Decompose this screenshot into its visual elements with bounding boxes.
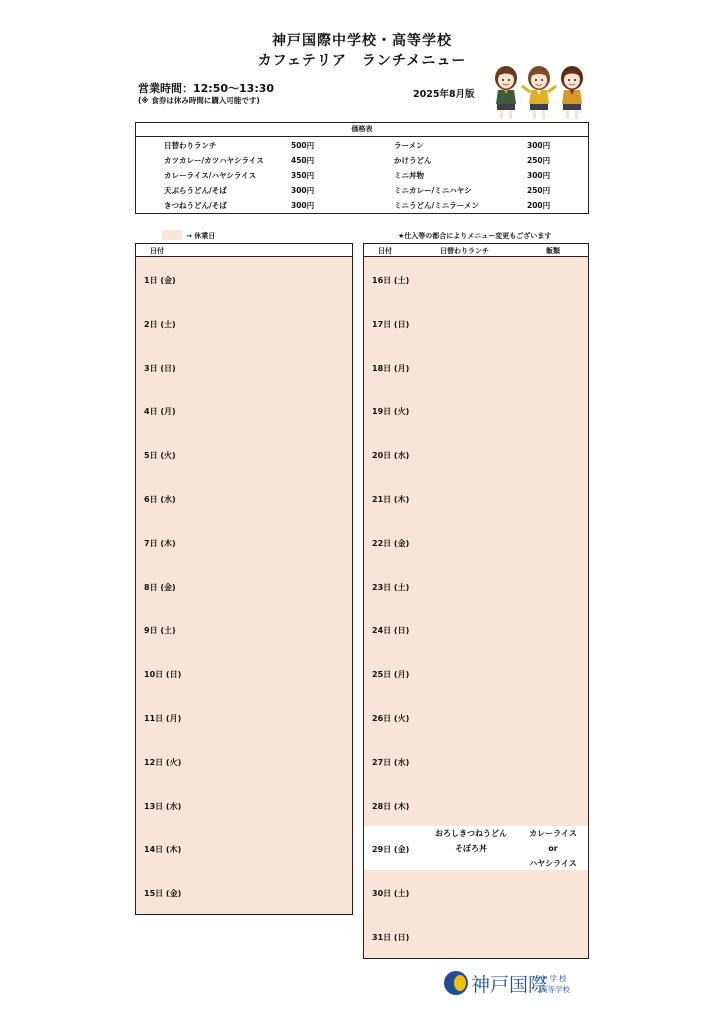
calendar-day-row bbox=[364, 520, 588, 564]
day-label: 23日 (土) bbox=[372, 582, 410, 592]
day-label: 7日 (木) bbox=[144, 538, 176, 548]
day-label: 4日 (月) bbox=[144, 407, 176, 417]
day-label: 9日 (土) bbox=[144, 626, 176, 636]
price-item-name: きつねうどん/そば bbox=[164, 201, 227, 210]
day-label: 10日 (日) bbox=[144, 670, 182, 680]
closed-day-legend: → 休業日 bbox=[186, 232, 216, 240]
price-row bbox=[164, 199, 344, 213]
logo-high-school: 高等学校 bbox=[540, 985, 570, 994]
business-hours: 営業時間：12:50～13:30 bbox=[138, 82, 275, 95]
price-item-price: 250円 bbox=[527, 156, 551, 165]
day-label: 31日 (日) bbox=[372, 933, 410, 942]
header-date: 日付 bbox=[150, 247, 164, 255]
school-emblem-icon bbox=[444, 971, 468, 995]
day-label: 11日 (月) bbox=[144, 714, 182, 723]
calendar-day-row bbox=[364, 739, 588, 783]
calendar-day-row bbox=[136, 826, 352, 870]
price-item-price: 300円 bbox=[527, 171, 551, 180]
price-item-name: ミニ丼物 bbox=[394, 171, 424, 180]
lunch-item: そぼろ丼 bbox=[455, 844, 487, 854]
header-rice: 飯類 bbox=[546, 247, 560, 255]
price-item-price: 300円 bbox=[527, 141, 551, 150]
day-label: 22日 (金) bbox=[372, 538, 410, 548]
rice-item: カレーライス bbox=[529, 829, 577, 839]
header-daily-lunch: 日替わりランチ bbox=[440, 247, 489, 255]
page-title: 神戸国際中学校・高等学校 bbox=[272, 33, 452, 49]
ticket-note: (※ 食券は休み時間に購入可能です) bbox=[138, 96, 260, 105]
price-row bbox=[394, 184, 574, 198]
calendar-day-row bbox=[364, 651, 588, 695]
price-item-price: 450円 bbox=[291, 156, 315, 165]
calendar-day-row bbox=[136, 345, 352, 389]
calendar-day-row bbox=[364, 870, 588, 914]
day-label: 30日 (土) bbox=[372, 889, 410, 899]
logo-junior-high: 中学校 bbox=[540, 974, 569, 983]
calendar-day-row bbox=[364, 783, 588, 827]
price-item-name: カツカレー/カツハヤシライス bbox=[164, 156, 264, 165]
day-label: 21日 (木) bbox=[372, 495, 410, 504]
calendar-day-row bbox=[136, 257, 352, 301]
calendar-day-row bbox=[136, 388, 352, 432]
day-label: 17日 (日) bbox=[372, 319, 410, 329]
calendar-day-row bbox=[136, 476, 352, 520]
calendar-day-row bbox=[136, 651, 352, 695]
calendar-day-row bbox=[136, 870, 352, 914]
menu-change-note: ★仕入等の都合によりメニュー変更もございます bbox=[398, 232, 552, 240]
day-label: 13日 (水) bbox=[144, 801, 182, 811]
day-label: 8日 (金) bbox=[144, 582, 176, 592]
price-item-name: ミニカレー/ミニハヤシ bbox=[394, 186, 472, 195]
price-item-name: 天ぷらうどん/そば bbox=[164, 186, 227, 195]
calendar-day-row bbox=[364, 345, 588, 389]
day-label: 27日 (水) bbox=[372, 757, 410, 767]
price-item-name: ミニうどん/ミニラーメン bbox=[394, 201, 479, 210]
calendar-day-row bbox=[136, 301, 352, 345]
calendar-day-row bbox=[364, 914, 588, 958]
price-table-heading: 価格表 bbox=[136, 123, 588, 137]
price-item-price: 300円 bbox=[291, 201, 315, 210]
day-label: 16日 (土) bbox=[372, 276, 410, 285]
day-label: 14日 (木) bbox=[144, 845, 182, 855]
price-row bbox=[164, 154, 344, 168]
calendar-day-row bbox=[364, 257, 588, 301]
calendar-day-row bbox=[364, 695, 588, 739]
price-item-price: 500円 bbox=[291, 141, 315, 150]
day-label: 28日 (木) bbox=[372, 801, 410, 811]
price-item-name: 日替わりランチ bbox=[164, 141, 217, 150]
calendar-day-row bbox=[136, 695, 352, 739]
price-row bbox=[394, 199, 574, 213]
price-row bbox=[164, 184, 344, 198]
student-mascots-illustration bbox=[492, 64, 588, 122]
calendar-day-row bbox=[364, 388, 588, 432]
price-row bbox=[164, 169, 344, 183]
calendar-right bbox=[363, 243, 589, 959]
price-item-price: 200円 bbox=[527, 201, 551, 210]
page-subtitle: カフェテリア ランチメニュー bbox=[257, 53, 467, 69]
daily-lunch-cell bbox=[426, 826, 516, 856]
calendar-day-row bbox=[364, 826, 588, 870]
calendar-day-row bbox=[136, 432, 352, 476]
rice-item: ハヤシライス bbox=[529, 859, 577, 869]
price-item-name: かけうどん bbox=[394, 156, 432, 165]
rice-cell bbox=[520, 826, 586, 871]
day-label: 6日 (水) bbox=[144, 495, 176, 504]
calendar-day-row bbox=[364, 564, 588, 608]
edition-label: 2025年8月版 bbox=[413, 89, 475, 100]
calendar-day-row bbox=[364, 301, 588, 345]
price-row bbox=[164, 139, 344, 153]
day-label: 12日 (火) bbox=[144, 757, 182, 767]
day-label: 3日 (日) bbox=[144, 363, 176, 373]
price-table bbox=[135, 122, 589, 214]
day-label: 19日 (火) bbox=[372, 407, 410, 417]
day-label: 24日 (日) bbox=[372, 626, 410, 636]
calendar-day-row bbox=[364, 432, 588, 476]
header-date: 日付 bbox=[378, 247, 392, 255]
day-label: 20日 (水) bbox=[372, 451, 410, 461]
price-row bbox=[394, 139, 574, 153]
calendar-header bbox=[364, 244, 588, 257]
price-item-name: カレーライス/ハヤシライス bbox=[164, 171, 257, 180]
calendar-left bbox=[135, 243, 353, 915]
closed-day-swatch bbox=[162, 230, 182, 240]
calendar-day-row bbox=[136, 564, 352, 608]
calendar-day-row bbox=[136, 520, 352, 564]
day-label: 1日 (金) bbox=[144, 276, 176, 285]
calendar-day-row bbox=[136, 739, 352, 783]
school-logo bbox=[444, 970, 584, 996]
price-row bbox=[394, 169, 574, 183]
price-item-price: 250円 bbox=[527, 186, 551, 195]
price-item-name: ラーメン bbox=[394, 141, 424, 150]
day-label: 29日 (金) bbox=[372, 845, 410, 855]
logo-school-name: 神戸国際 bbox=[471, 974, 548, 996]
day-label: 18日 (月) bbox=[372, 363, 410, 373]
calendar-header bbox=[136, 244, 352, 257]
day-label: 2日 (土) bbox=[144, 319, 176, 329]
calendar-day-row bbox=[364, 476, 588, 520]
price-item-price: 300円 bbox=[291, 186, 315, 195]
calendar-day-row bbox=[364, 607, 588, 651]
day-label: 5日 (火) bbox=[144, 451, 176, 461]
calendar-day-row bbox=[136, 607, 352, 651]
day-label: 25日 (月) bbox=[372, 670, 410, 680]
lunch-item: おろしきつねうどん bbox=[435, 829, 507, 839]
price-row bbox=[394, 154, 574, 168]
price-item-price: 350円 bbox=[291, 171, 315, 180]
day-label: 15日 (金) bbox=[144, 889, 182, 899]
day-label: 26日 (火) bbox=[372, 714, 410, 723]
calendar-day-row bbox=[136, 783, 352, 827]
rice-item: or bbox=[548, 844, 558, 854]
